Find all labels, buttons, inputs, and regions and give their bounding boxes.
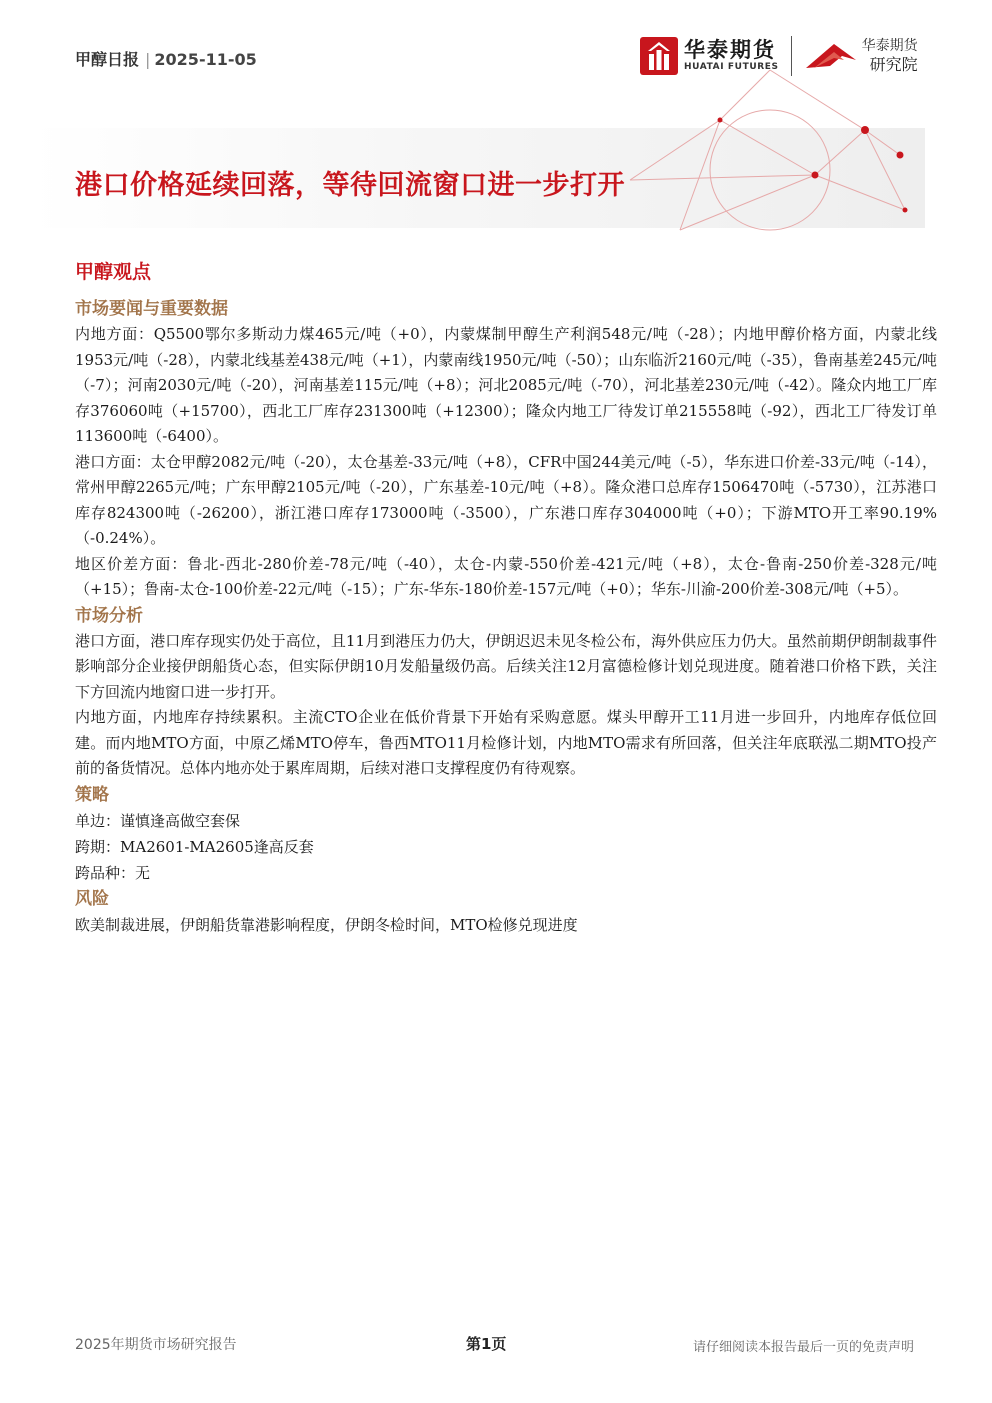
- footer-report-series: 2025年期货市场研究报告: [75, 1337, 237, 1353]
- risk-text: 欧美制裁进展，伊朗船货靠港影响程度，伊朗冬检时间，MTO检修兑现进度: [75, 915, 578, 934]
- institute-line1: 华泰期货: [861, 38, 918, 54]
- institute-line2: 研究院: [869, 55, 918, 74]
- analysis-paragraph: 内地方面，内地库存持续累积。主流CTO企业在低价背景下开始有采购意愿。煤头甲醇开工11月进一步回升，内地库存低位回建。而内地MTO方面，中原乙烯MTO停车，鲁西MTO11月检修计划，内地MTO需求有所回落，但关注年底联泓二期MTO投产前的备货情况。总体内地亦处于累库周期，后续对港口支撑程度仍有待观察。: [75, 708, 937, 777]
- strategy-line: 跨期：MA2601-MA2605逢高反套: [75, 837, 314, 856]
- strategy-line: 跨品种：无: [75, 863, 151, 882]
- market-news-paragraph: 内地方面：Q5500鄂尔多斯动力煤465元/吨（+0），内蒙煤制甲醇生产利润548元/吨（-28）；内地甲醇价格方面，内蒙北线1953元/吨（-28），内蒙北线基差438元/吨（+1），内蒙南线1950元/吨（-50）；山东临沂2160元/吨（-35），鲁南基差245元/吨（-7）；河南2030元/吨（-20），河南基差115元/吨（+8）；河北2085元/吨（-70），河北基差230元/吨（-42）。隆众内地工厂库存376060吨（+15700），西北工厂库存231300吨（+12300）；隆众内地工厂待发订单215558吨（-92），西北工厂待发订单113600吨（-6400）。: [75, 325, 937, 445]
- page-number: 第1页: [466, 1335, 507, 1353]
- logo-chinese-name: 华泰期货: [684, 38, 776, 62]
- strategy-heading: 策略: [75, 784, 109, 805]
- analysis-paragraph: 港口方面，港口库存现实仍处于高位，且11月到港压力仍大，伊朗迟迟未见冬检公布，海外供应压力仍大。虽然前期伊朗制裁事件影响部分企业接伊朗船货心态，但实际伊朗10月发船量级仍高。后续关注12月富德检修计划兑现进度。随着港口价格下跌，关注下方回流内地窗口进一步打开。: [75, 631, 937, 701]
- viewpoint-heading: 甲醇观点: [75, 261, 152, 283]
- strategy-line: 单边：谨慎逢高做空套保: [75, 811, 241, 830]
- market-news-paragraph: 港口方面：太仓甲醇2082元/吨（-20），太仓基差-33元/吨（+8），CFR中国244美元/吨（-5），华东进口价差-33元/吨（-14），常州甲醇2265元/吨；广东甲醇2105元/吨（-20），广东基差-10元/吨（+8）。隆众港口总库存1506470吨（-5730），江苏港口库存824300吨（-26200），浙江港口库存173000吨（-3500），广东港口库存304000吨（+0）；下游MTO开工率90.19%（-0.24%）。: [75, 452, 937, 547]
- report-header: [75, 47, 257, 70]
- market-news-heading: 市场要闻与重要数据: [75, 299, 228, 319]
- analysis-heading: 市场分析: [75, 605, 143, 626]
- report-date: 2025-11-05: [154, 50, 257, 69]
- market-news-paragraph: 地区价差方面：鲁北-西北-280价差-78元/吨（-40），太仓-内蒙-550价差-421元/吨（+8），太仓-鲁南-250价差-328元/吨（+15）；鲁南-太仓-100价差-22元/吨（-15）；广东-华东-180价差-157元/吨（+0）；华东-川渝-200价差-308元/吨（+5）。: [75, 554, 937, 598]
- header-separator: |: [145, 50, 151, 69]
- page-title: 港口价格延续回落，等待回流窗口进一步打开: [75, 170, 625, 201]
- report-name: 甲醇日报: [75, 50, 140, 69]
- network-decoration-icon: [600, 60, 930, 240]
- report-body: [75, 258, 937, 938]
- logo-english-name: HUATAI FUTURES: [684, 62, 779, 72]
- footer-disclaimer-note: 请仔细阅读本报告最后一页的免责声明: [692, 1340, 914, 1355]
- risk-heading: 风险: [75, 888, 109, 909]
